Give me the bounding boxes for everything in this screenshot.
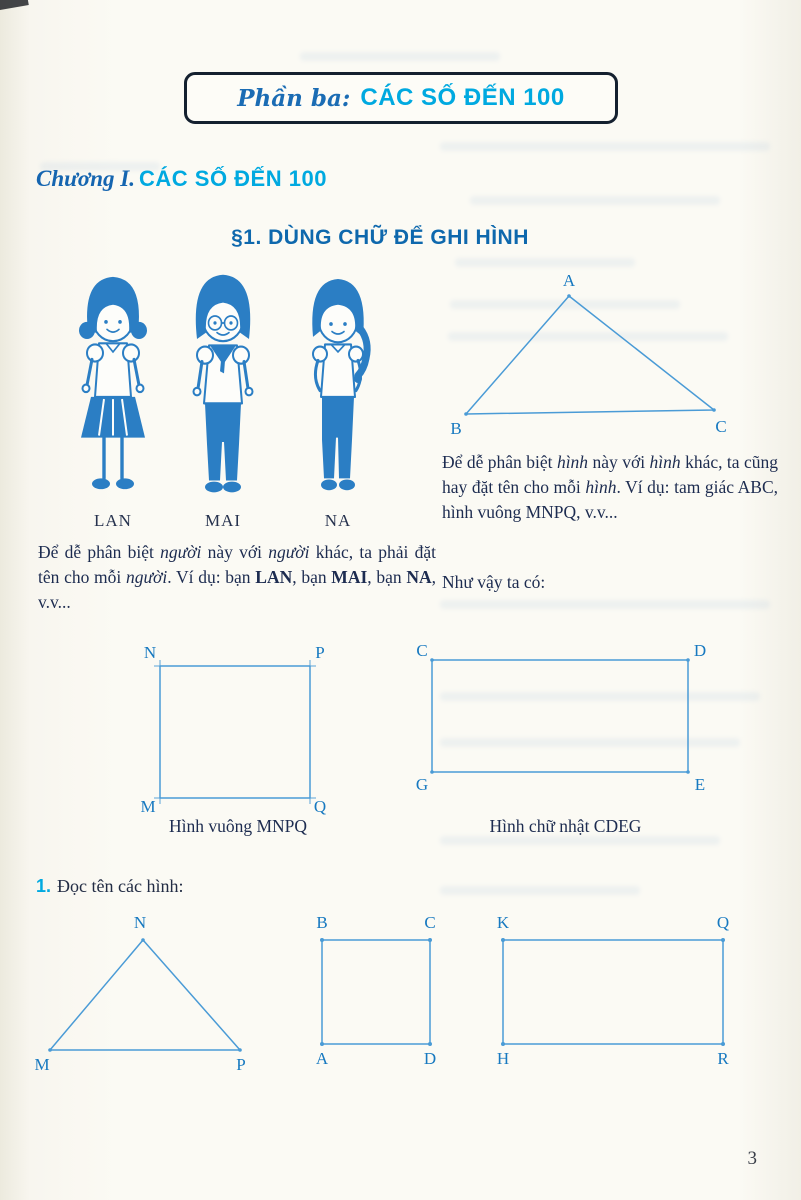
text-segment: Để dễ phân biệt — [38, 542, 161, 562]
vertex-label-c: C — [416, 641, 428, 660]
vertex-label-m: M — [140, 797, 156, 815]
vertex-label-r: R — [717, 1049, 729, 1068]
child-na-figure — [312, 279, 367, 490]
part-label: Phần ba: — [237, 84, 351, 112]
exercise-1 — [36, 876, 183, 897]
vertex-label-q: Q — [313, 797, 327, 815]
square-mnpq-figure — [138, 640, 338, 815]
rectangle-khqr-figure — [485, 912, 735, 1072]
person-name-na: NA — [324, 511, 352, 530]
name-na: NA — [406, 566, 432, 587]
part-title-box — [184, 72, 618, 124]
term-hinh: hình — [649, 452, 681, 472]
vertex-label-c: C — [715, 417, 727, 436]
vertex-label-b: B — [316, 913, 328, 932]
child-lan-figure — [79, 277, 147, 489]
section-title: §1. DÙNG CHỮ ĐỂ GHI HÌNH — [231, 226, 529, 249]
caption-rect-cdeg: Hình chữ nhật CDEG — [489, 816, 642, 836]
term-nguoi: người — [268, 542, 310, 562]
rectangle-cdeg-figure — [412, 640, 712, 800]
triangle-abc-figure — [438, 272, 738, 447]
paragraph-shapes — [442, 450, 778, 525]
vertex-label-h: H — [496, 1049, 510, 1068]
name-mai: MAI — [331, 566, 368, 587]
chapter-heading — [36, 166, 327, 192]
vertex-label-c: C — [424, 913, 436, 932]
term-hinh: hình — [556, 452, 589, 472]
text-segment: , v.v... — [38, 566, 436, 612]
vertex-label-a: A — [315, 1049, 329, 1068]
text-segment: , bạn — [292, 566, 332, 587]
person-name-lan: LAN — [94, 511, 132, 530]
vertex-label-p: P — [236, 1055, 246, 1072]
so-we-have-text: Như vậy ta có: — [442, 572, 546, 592]
vertex-label-a: A — [562, 272, 576, 290]
scan-smudge — [0, 0, 29, 11]
square-abcd-figure — [300, 912, 450, 1072]
part-title: CÁC SỐ ĐẾN 100 — [360, 84, 565, 111]
paragraph-people — [38, 540, 436, 615]
children-illustration — [28, 264, 418, 502]
vertex-label-n: N — [133, 913, 147, 932]
vertex-label-e: E — [694, 775, 706, 794]
text-segment: Để dễ phân biệt — [442, 452, 557, 472]
vertex-label-d: D — [693, 641, 707, 660]
text-segment: này với — [588, 452, 650, 472]
page-number: 3 — [747, 1148, 757, 1169]
vertex-label-k: K — [496, 913, 510, 932]
text-segment: , bạn — [367, 566, 407, 587]
vertex-label-n: N — [143, 643, 157, 662]
child-mai-figure — [194, 275, 253, 493]
chapter-title: CÁC SỐ ĐẾN 100 — [139, 166, 327, 191]
chapter-label: Chương I. — [36, 166, 135, 191]
vertex-label-p: P — [315, 643, 325, 662]
text-segment: . Ví dụ: bạn — [167, 566, 256, 587]
text-segment: này với — [201, 542, 269, 562]
term-hinh: hình — [585, 476, 617, 497]
vertex-label-g: G — [415, 775, 429, 794]
exercise-text: Đọc tên các hình: — [57, 876, 184, 896]
caption-square-mnpq: Hình vuông MNPQ — [168, 816, 308, 836]
exercise-number: 1. — [36, 876, 52, 896]
text-segment: . Ví dụ: tam giác ABC, hình vuông MNPQ, v.v... — [442, 476, 778, 522]
vertex-label-b: B — [450, 419, 462, 438]
person-name-mai: MAI — [204, 511, 242, 530]
term-nguoi: người — [126, 566, 168, 587]
text-segment: khác, ta phải đặt tên cho mỗi — [38, 542, 436, 587]
name-lan: LAN — [255, 566, 293, 587]
term-nguoi: người — [160, 542, 202, 562]
vertex-label-m: M — [34, 1055, 50, 1072]
triangle-nmp-figure — [28, 912, 263, 1072]
text-segment: khác, ta cũng hay đặt tên cho mỗi — [442, 452, 779, 497]
vertex-label-d: D — [423, 1049, 437, 1068]
vertex-label-q: Q — [716, 913, 730, 932]
